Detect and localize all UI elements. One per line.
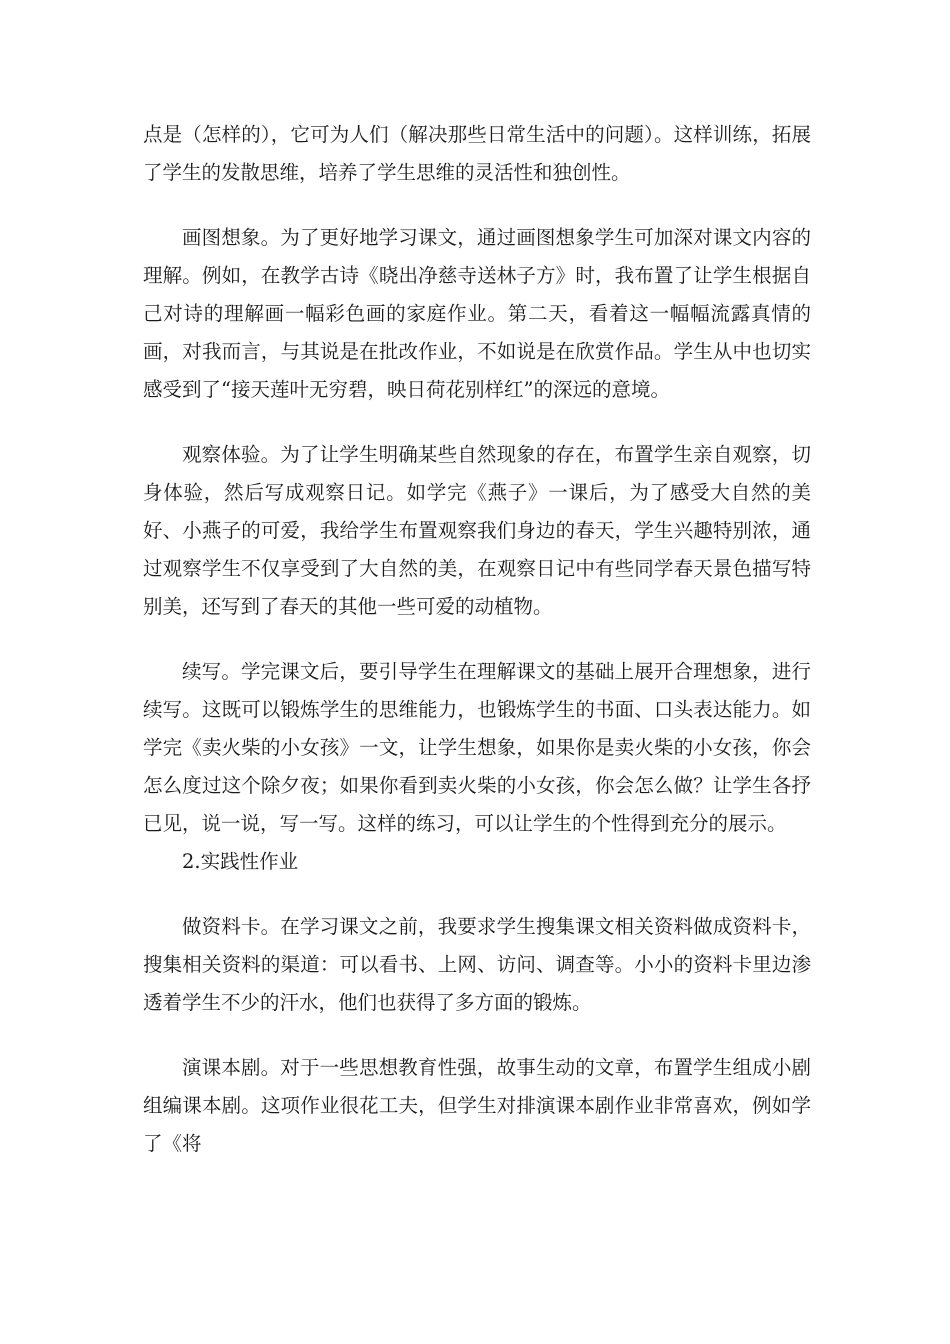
paragraph-info-card: 做资料卡。在学习课文之前，我要求学生搜集课文相关资料做成资料卡，搜集相关资料的渠道：可以看书、上网、访问、调查等。小小的资料卡里边渗透着学生不少的汗水，他们也获得了多方面的锻炼。 [143, 915, 811, 1014]
paragraph-observation-experience: 观察体验。为了让学生明确某些自然现象的存在，布置学生亲自观察，切身体验，然后写成观察日记。如学完《燕子》一课后，为了感受大自然的美好、小燕子的可爱，我给学生布置观察我们身边的春天，学生兴趣特别浓，通过观察学生不仅享受到了大自然的美，在观察日记中有些同学春天景色描写特别美，还写到了春天的其他一些可爱的动植物。 [143, 443, 811, 618]
paragraph-drawing-imagination: 画图想象。为了更好地学习课文，通过画图想象学生可加深对课文内容的理解。例如，在教学古诗《晓出净慈寺送林子方》时，我布置了让学生根据自己对诗的理解画一幅彩色画的家庭作业。第二天，看着这一幅幅流露真情的画，对我而言，与其说是在批改作业，不如说是在欣赏作品。学生从中也切实感受到了“接天莲叶无穷碧，映日荷花别样红”的深远的意境。 [143, 226, 811, 401]
paragraph-continuation-writing: 续写。学完课文后，要引导学生在理解课文的基础上展开合理想象，进行续写。这既可以锻炼学生的思维能力，也锻炼学生的书面、口头表达能力。如学完《卖火柴的小女孩》一文，让学生想象，如果你是卖火柴的小女孩，你会怎么度过这个除夕夜；如果你看到卖火柴的小女孩，你会怎么做？让学生各抒已见，说一说，写一写。这样的练习，可以让学生的个性得到充分的展示。 [143, 660, 811, 835]
document-page [143, 116, 811, 1163]
paragraph-continuation: 点是（怎样的），它可为人们（解决那些日常生活中的问题）。这样训练，拓展了学生的发散思维，培养了学生思维的灵活性和独创性。 [143, 123, 811, 184]
section-heading-practical-homework: 2.实践性作业 [182, 850, 299, 873]
paragraph-textbook-drama: 演课本剧。对于一些思想教育性强，故事生动的文章，布置学生组成小剧组编课本剧。这项作业很花工夫，但学生对排演课本剧作业非常喜欢，例如学了《将 [143, 1056, 811, 1155]
